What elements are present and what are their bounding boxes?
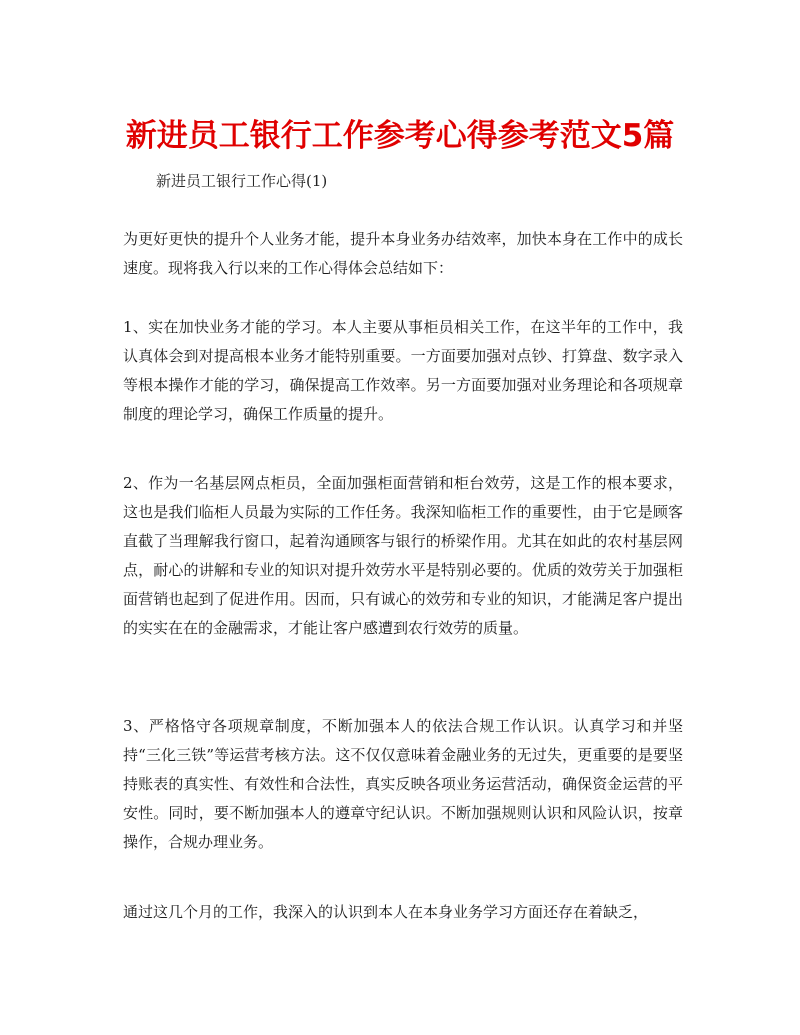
document-subtitle: 新进员工银行工作心得(1) [156, 172, 328, 190]
paragraph-point-2: 2、作为一名基层网点柜员，全面加强柜面营销和柜台效劳，这是工作的根本要求，这也是我们临柜人员最为实际的工作任务。我深知临柜工作的重要性，由于它是顾客直截了当理解我行窗口，起着沟通顾客与银行的桥梁作用。尤其在如此的农村基层网点，耐心的讲解和专业的知识对提升效劳水平是特别必要的。优质的效劳关于加强柜面营销也起到了促进作用。因而，只有诚心的效劳和专业的知识，才能满足客户提出的实实在在的金融需求，才能让客户感遭到农行效劳的质量。 [123, 474, 683, 637]
paragraph-point-3: 3、严格恪守各项规章制度，不断加强本人的依法合规工作认识。认真学习和并坚持“三化三铁”等运营考核方法。这不仅仅意味着金融业务的无过失，更重要的是要坚持账表的真实性、有效性和合法性，真实反映各项业务运营活动，确保资金运营的平安性。同时，要不断加强本人的遵章守纪认识。不断加强规则认识和风险认识，按章操作，合规办理业务。 [123, 717, 683, 851]
paragraph-point-1: 1、实在加快业务才能的学习。本人主要从事柜员相关工作，在这半年的工作中，我认真体会到对提高根本业务才能特别重要。一方面要加强对点钞、打算盘、数字录入等根本操作才能的学习，确保提高工作效率。另一方面要加强对业务理论和各项规章制度的理论学习，确保工作质量的提升。 [123, 318, 683, 423]
paragraph-intro: 为更好更快的提升个人业务才能，提升本身业务办结效率，加快本身在工作中的成长速度。现将我入行以来的工作心得体会总结如下： [123, 230, 683, 277]
paragraph-conclusion: 通过这几个月的工作，我深入的认识到本人在本身业务学习方面还存在着缺乏， [123, 903, 649, 921]
document-title: 新进员工银行工作参考心得参考范文5篇 [125, 118, 675, 154]
